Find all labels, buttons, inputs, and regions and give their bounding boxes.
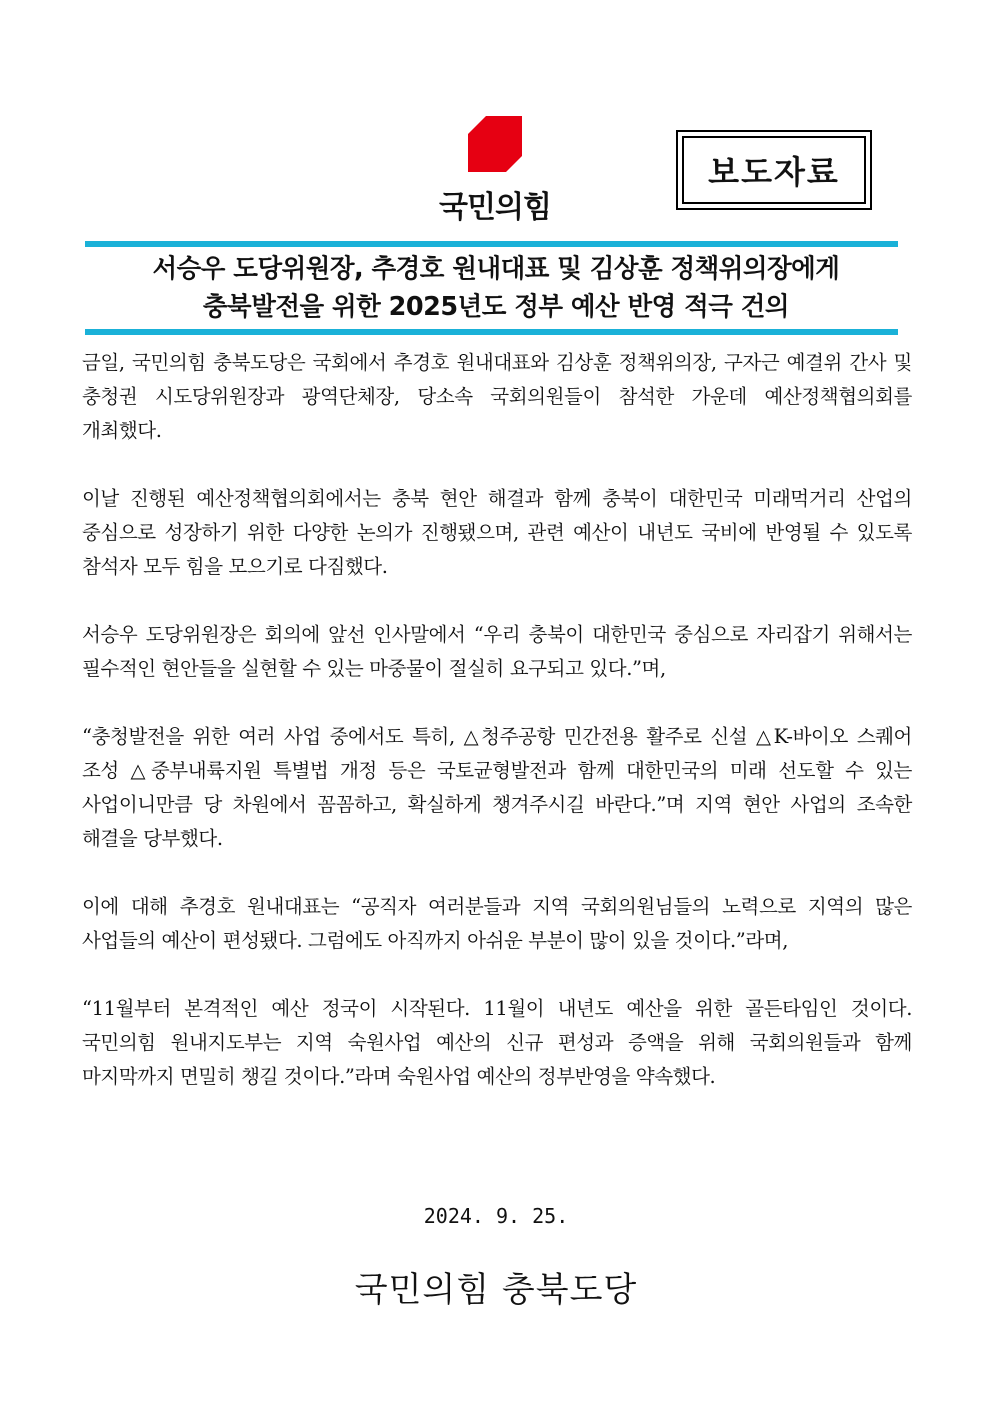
paragraph: 금일, 국민의힘 충북도당은 국회에서 추경호 원내대표와 김상훈 정책위의장, 구자근 예결위 간사 및 충청권 시도당위원장과 광역단체장, 당소속 국회의원들이 참석한 가운데 예산정책협의회를 개최했다. — [82, 351, 912, 442]
party-logo-text: 국민의힘 — [439, 190, 551, 225]
headline-line-1: 서승우 도당위원장, 추경호 원내대표 및 김상훈 정책위의장에게 — [152, 254, 840, 284]
article-body — [82, 346, 912, 1128]
issuer-signature: 국민의힘 충북도당 — [354, 1270, 638, 1310]
paragraph: 이에 대해 추경호 원내대표는 “공직자 여러분들과 지역 국회의원님들의 노력으로 지역의 많은 사업들의 예산이 편성됐다. 그럼에도 아직까지 아쉬운 부분이 많이 있을 것이다.”라며, — [82, 895, 912, 952]
release-date: 2024. 9. 25. — [423, 1204, 569, 1228]
headline-bottom-rule — [85, 329, 898, 335]
party-logo-mark-icon — [468, 116, 522, 172]
paragraph: 이날 진행된 예산정책협의회에서는 충북 현안 해결과 함께 충북이 대한민국 미래먹거리 산업의 중심으로 성장하기 위한 다양한 논의가 진행됐으며, 관련 예산이 내년도 국비에 반영될 수 있도록 참석자 모두 힘을 모으기로 다짐했다. — [82, 487, 912, 578]
paragraph: “11월부터 본격적인 예산 정국이 시작된다. 11월이 내년도 예산을 위한 골든타임인 것이다. 국민의힘 원내지도부는 지역 숙원사업 예산의 신규 편성과 증액을 위해 국회의원들과 함께 마지막까지 면밀히 챙길 것이다.”라며 숙원사업 예산의 정부반영을 약속했다. — [82, 997, 912, 1088]
paragraph: “충청발전을 위한 여러 사업 중에서도 특히, △청주공항 민간전용 활주로 신설 △K-바이오 스퀘어 조성 △중부내륙지원 특별법 개정 등은 국토균형발전과 함께 대한민국의 미래 선도할 수 있는 사업이니만큼 당 차원에서 꼼꼼하고, 확실하게 챙겨주시길 바란다.”며 지역 현안 사업의 조속한 해결을 당부했다. — [82, 725, 912, 850]
headline-top-rule — [85, 241, 898, 247]
party-logo — [425, 112, 565, 230]
press-release-label-box — [676, 130, 872, 210]
paragraph: 서승우 도당위원장은 회의에 앞선 인사말에서 “우리 충북이 대한민국 중심으로 자리잡기 위해서는 필수적인 현안들을 실현할 수 있는 마중물이 절실히 요구되고 있다.”며, — [82, 623, 912, 680]
press-release-label: 보도자료 — [708, 153, 840, 191]
headline-line-2: 충북발전을 위한 2025년도 정부 예산 반영 적극 건의 — [202, 292, 790, 322]
headline — [70, 250, 922, 326]
